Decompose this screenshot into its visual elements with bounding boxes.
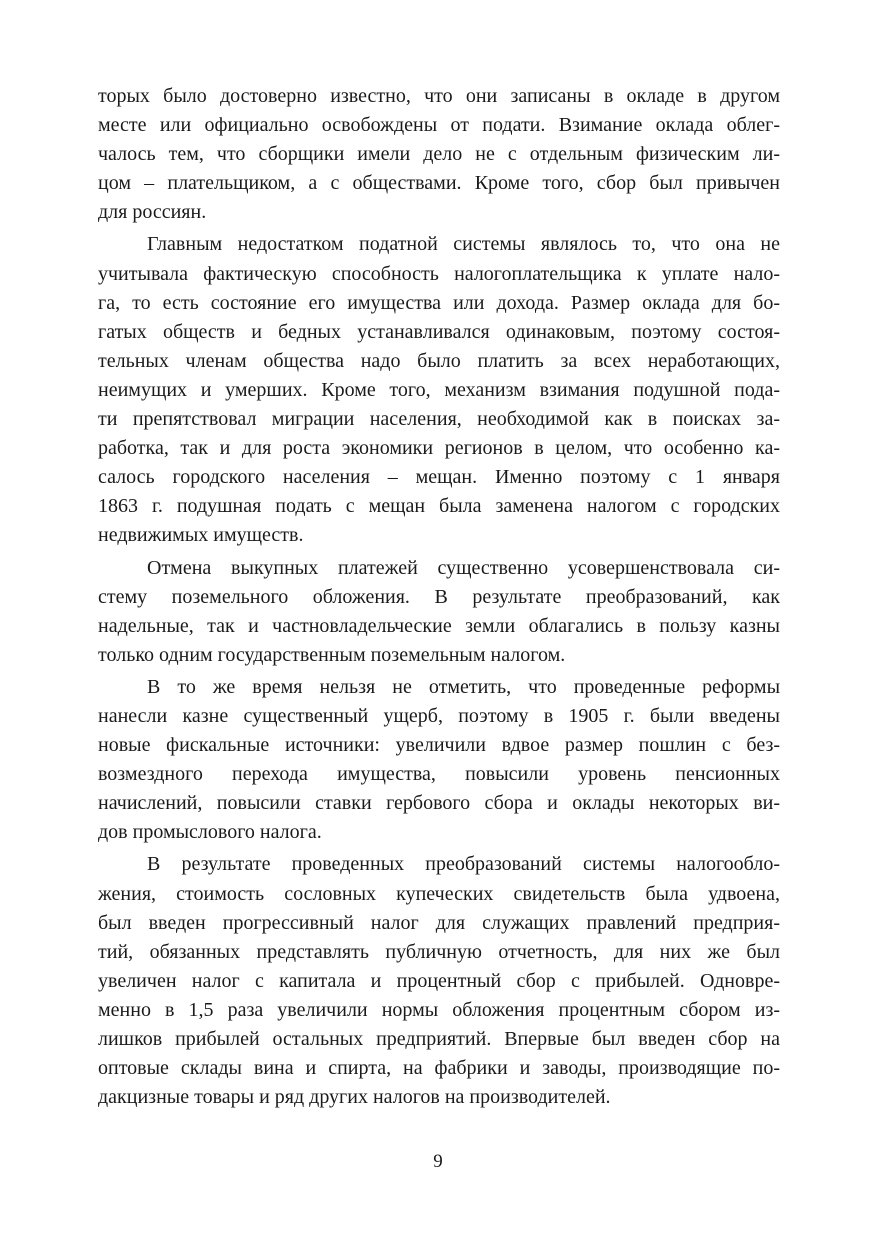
paragraph-2 bbox=[98, 230, 780, 550]
text-line: новые фискальные источники: увеличили вдвое размер пошлин с без- bbox=[98, 734, 780, 757]
paragraph-5 bbox=[98, 850, 780, 1112]
text-line: неимущих и умерших. Кроме того, механизм взимания подушной пода- bbox=[98, 378, 780, 401]
paragraph-1 bbox=[98, 82, 780, 227]
paragraph-3 bbox=[98, 554, 780, 670]
paragraph-4 bbox=[98, 673, 780, 848]
text-line: ти препятствовал миграции населения, необходимой как в поисках за- bbox=[98, 408, 780, 431]
text-line: 1863 г. подушная подать с мещан была заменена налогом с городских bbox=[98, 495, 780, 518]
text-line: В то же время нельзя не отметить, что проведенные реформы bbox=[147, 675, 780, 698]
text-line: Отмена выкупных платежей существенно усовершенствовала си- bbox=[147, 556, 780, 579]
text-line: для россиян. bbox=[98, 201, 207, 224]
text-line: увеличен налог с капитала и процентный сбор с прибылей. Одновре- bbox=[98, 969, 780, 992]
text-line: тельных членам общества надо было платить за всех неработающих, bbox=[98, 349, 780, 372]
text-line: дакцизные товары и ряд других налогов на производителей. bbox=[98, 1086, 611, 1109]
text-line: дов промыслового налога. bbox=[98, 821, 322, 844]
text-line: тий, обязанных представлять публичную отчетность, для них же был bbox=[98, 940, 780, 963]
text-line: надельные, так и частновладельческие земли облагались в пользу казны bbox=[98, 614, 780, 637]
text-line: недвижимых имуществ. bbox=[98, 524, 304, 547]
text-line: лишков прибылей остальных предприятий. Впервые был введен сбор на bbox=[98, 1028, 780, 1050]
text-line: возмездного перехода имущества, повысили уровень пенсионных bbox=[98, 763, 780, 786]
text-line: оптовые склады вина и спирта, на фабрики и заводы, производящие по- bbox=[98, 1057, 780, 1080]
text-line: менно в 1,5 раза увеличили нормы обложения процентным сбором из- bbox=[98, 998, 780, 1021]
text-line: жения, стоимость сословных купеческих свидетельств была удвоена, bbox=[98, 882, 780, 905]
text-line: В результате проведенных преобразований системы налогообло- bbox=[147, 853, 780, 876]
text-line: цом – плательщиком, а с обществами. Кроме того, сбор был привычен bbox=[98, 172, 780, 195]
text-line: месте или официально освобождены от подати. Взимание оклада облег- bbox=[98, 114, 780, 137]
text-line: нанесли казне существенный ущерб, поэтому в 1905 г. были введены bbox=[98, 704, 780, 727]
body-text bbox=[98, 82, 780, 1112]
text-line: был введен прогрессивный налог для служащих правлений предприя- bbox=[98, 911, 780, 934]
text-line: торых было достоверно известно, что они записаны в окладе в другом bbox=[98, 85, 780, 107]
text-line: Главным недостатком податной системы являлось то, что она не bbox=[147, 233, 780, 256]
text-line: стему поземельного обложения. В результате преобразований, как bbox=[98, 585, 780, 608]
page-number: 9 bbox=[433, 1151, 443, 1172]
text-line: гатых обществ и бедных устанавливался одинаковым, поэтому состоя- bbox=[98, 320, 780, 343]
text-line: учитывала фактическую способность налогоплательщика к уплате нало- bbox=[98, 262, 780, 285]
text-line: работка, так и для роста экономики регионов в целом, что особенно ка- bbox=[98, 437, 780, 460]
text-line: га, то есть состояние его имущества или дохода. Размер оклада для бо- bbox=[98, 291, 780, 314]
text-line: начислений, повысили ставки гербового сбора и оклады некоторых ви- bbox=[98, 792, 780, 815]
text-line: только одним государственным поземельным налогом. bbox=[98, 643, 566, 666]
text-line: салось городского населения – мещан. Именно поэтому с 1 января bbox=[98, 466, 780, 489]
text-line: чалось тем, что сборщики имели дело не с отдельным физическим ли- bbox=[98, 143, 780, 166]
